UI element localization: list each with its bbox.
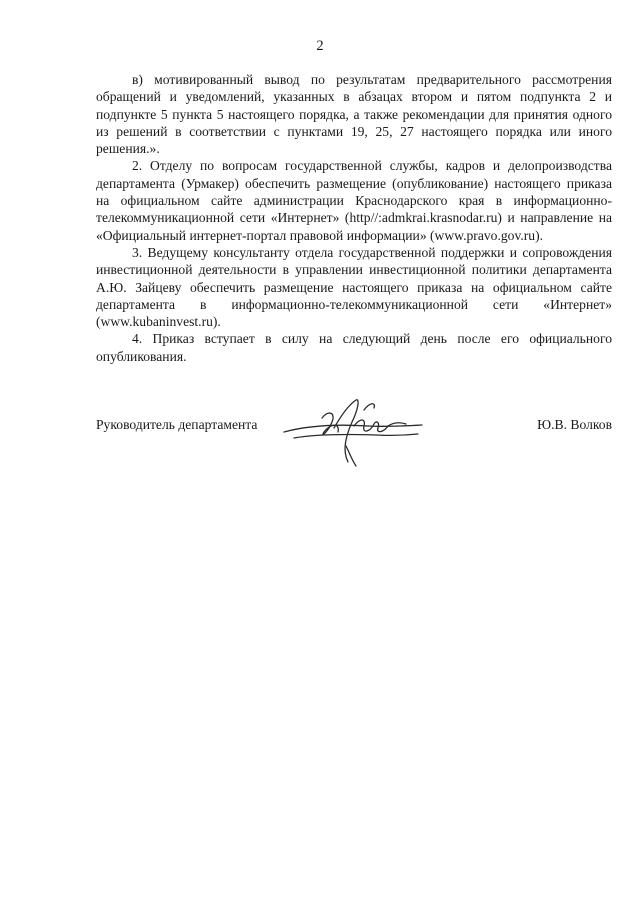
page-number: 2: [316, 38, 324, 54]
paragraph-clause-2: 2. Отделу по вопросам государственной службы, кадров и делопроизводства департамента (Урмакер) обеспечить размещение (опубликование) настоящего приказа на официальном сайте администрации Краснодарского края в информационно-телекоммуникационной сети «Интернет» (http//:admkrai.krasnodar.ru) и направление на «Официальный интернет-портал правовой информации» (www.pravo.gov.ru).: [96, 158, 612, 243]
document-body: [96, 71, 612, 365]
paragraph-item-v: в) мотивированный вывод по результатам предварительного рассмотрения обращений и уведомлений, указанных в абзацах втором и пятом подпункта 2 и подпункте 5 пункта 5 настоящего порядка, а также рекомендации для принятия одного из решений в соответствии с пунктами 19, 25, 27 настоящего порядка или иного решения.».: [96, 72, 612, 157]
signature-block: [96, 392, 612, 472]
paragraph-clause-4: 4. Приказ вступает в силу на следующий день после его официального опубликования.: [96, 331, 612, 364]
handwritten-signature: [276, 392, 426, 470]
signatory-title: Руководитель департамента: [96, 417, 258, 432]
signatory-name: Ю.В. Волков: [537, 417, 612, 432]
paragraph-clause-3: 3. Ведущему консультанту отдела государственной поддержки и сопровождения инвестиционной деятельности в управлении инвестиционной политики департамента А.Ю. Зайцеву обеспечить размещение настоящего приказа на официальном сайте департамента в информационно-телекоммуникационной сети «Интернет» (www.kubaninvest.ru).: [96, 244, 612, 330]
